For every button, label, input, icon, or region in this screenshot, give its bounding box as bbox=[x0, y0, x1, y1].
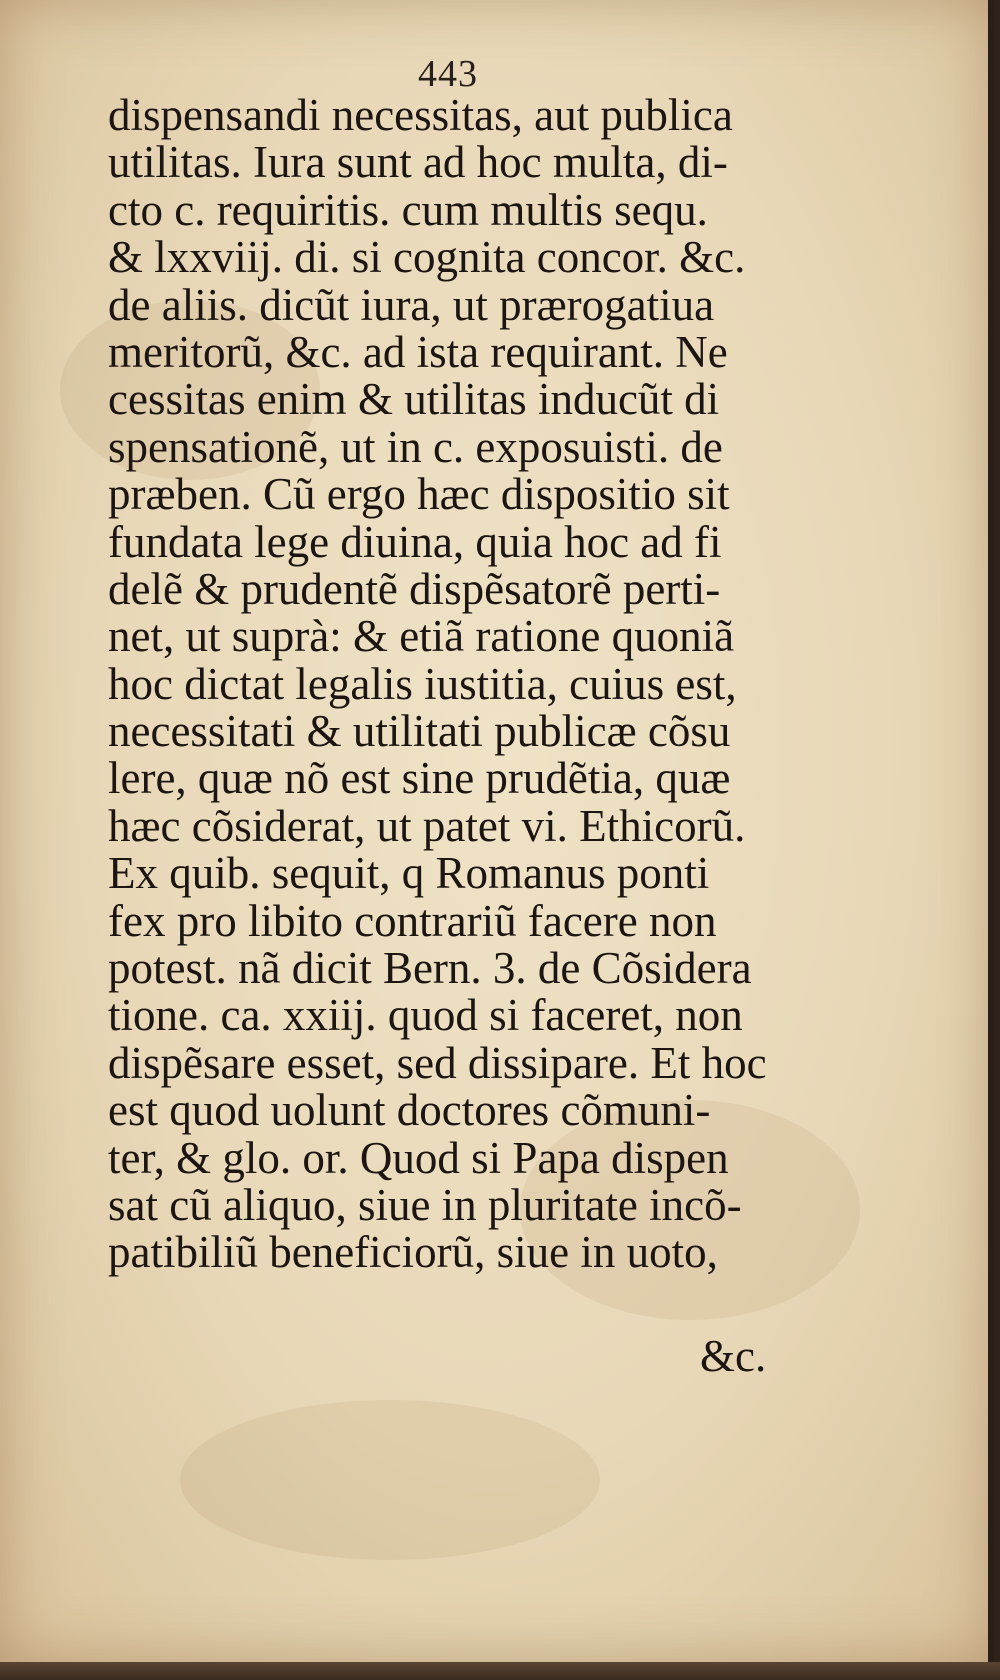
text-line: & lxxviij. di. si cognita concor. &c. bbox=[108, 232, 746, 283]
text-line: fundata lege diuina, quia hoc ad fi bbox=[108, 516, 722, 567]
text-line: Ex quib. sequit, q Romanus ponti bbox=[108, 848, 710, 899]
text-line: net, ut suprà: & etiã ratione quoniã bbox=[108, 611, 735, 662]
page-number: 443 bbox=[418, 53, 478, 95]
catchword: &c. bbox=[700, 1331, 767, 1381]
text-line: dispensandi necessitas, aut publica bbox=[108, 90, 733, 140]
page-edge bbox=[988, 0, 994, 1662]
text-line: præben. Cũ ergo hæc dispositio sit bbox=[108, 469, 730, 520]
paper-stain bbox=[180, 1400, 600, 1560]
text-line: hoc dictat legalis iustitia, cuius est, bbox=[108, 658, 737, 709]
text-line: meritorũ, &c. ad ista requirant. Ne bbox=[108, 326, 728, 377]
text-line: hæc cõsiderat, ut patet vi. Ethicorũ. bbox=[108, 800, 746, 851]
text-line: cessitas enim & utilitas inducũt di bbox=[108, 374, 720, 425]
text-line: spensationẽ, ut in c. exposuisti. de bbox=[108, 421, 723, 472]
text-line: patibiliũ beneficiorũ, siue in uoto, bbox=[108, 1227, 718, 1278]
text-line: de aliis. dicũt iura, ut prærogatiua bbox=[108, 279, 715, 330]
text-line: necessitati & utilitati publicæ cõsu bbox=[108, 706, 731, 757]
text-line: est quod uolunt doctores cõmuni- bbox=[108, 1085, 711, 1136]
text-line: ter, & glo. or. Quod si Papa dispen bbox=[108, 1132, 729, 1183]
text-line: utilitas. Iura sunt ad hoc multa, di- bbox=[108, 137, 728, 188]
text-line: dispẽsare esset, sed dissipare. Et hoc bbox=[108, 1037, 767, 1088]
text-line: cto c. requiritis. cum multis sequ. bbox=[108, 184, 708, 235]
text-line: tione. ca. xxiij. quod si faceret, non bbox=[108, 990, 743, 1041]
binding-edge bbox=[0, 1662, 1000, 1680]
text-line: delẽ & prudentẽ dispẽsatorẽ perti- bbox=[108, 563, 721, 614]
text-line: sat cũ aliquo, siue in pluritate incõ- bbox=[108, 1179, 742, 1230]
text-line: fex pro libito contrariũ facere non bbox=[108, 895, 717, 946]
text-line: lere, quæ nõ est sine prudẽtia, quæ bbox=[108, 753, 731, 804]
body-text bbox=[108, 92, 788, 1277]
text-line: potest. nã dicit Bern. 3. de Cõsidera bbox=[108, 943, 752, 994]
